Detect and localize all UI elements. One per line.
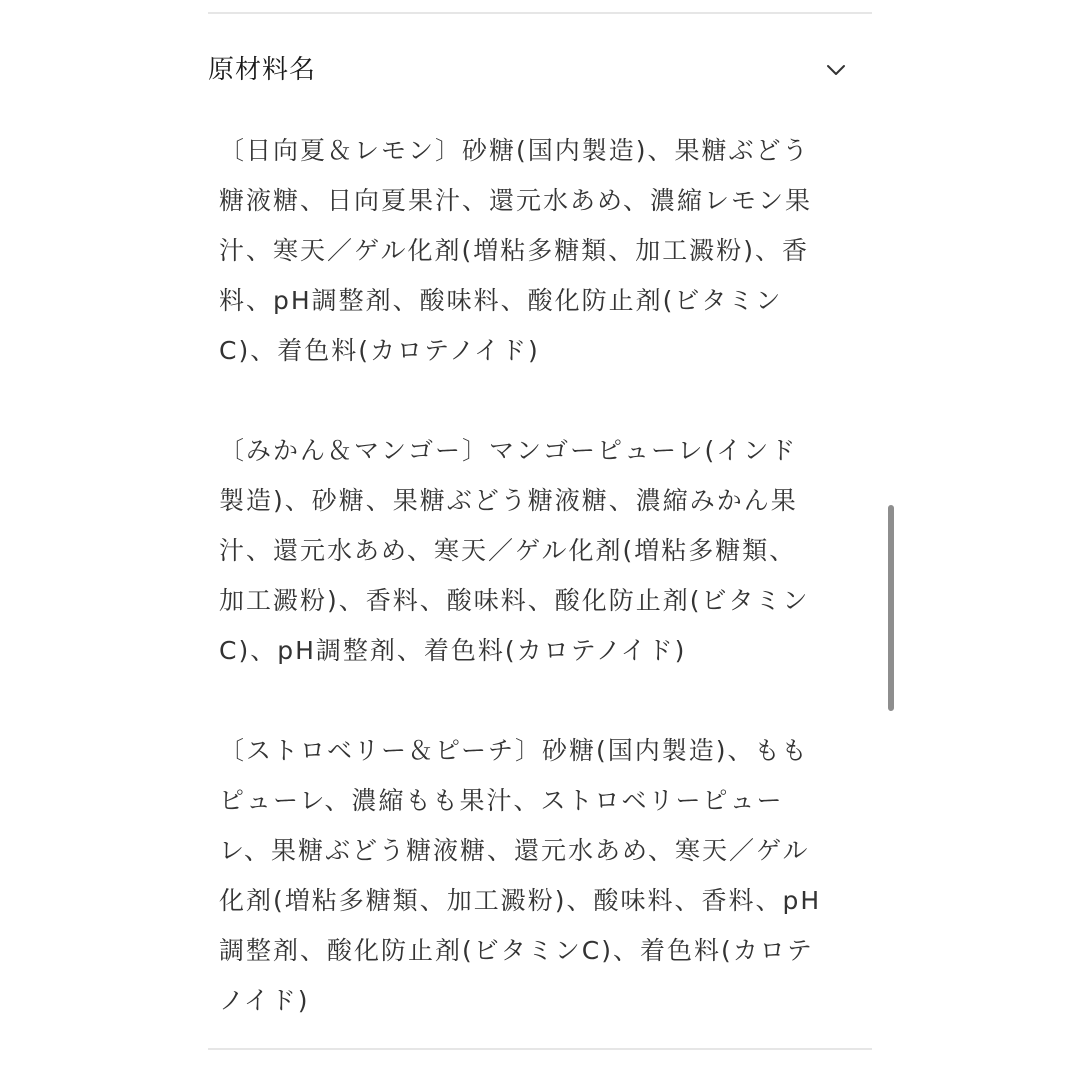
ingredients-accordion-header[interactable] <box>208 44 872 96</box>
ingredients-content <box>219 126 859 1026</box>
section-title: 原材料名 <box>208 55 317 85</box>
divider-bottom <box>208 1048 872 1050</box>
scrollbar-thumb[interactable] <box>888 505 894 711</box>
divider-top <box>208 12 872 14</box>
chevron-down-icon[interactable] <box>824 58 848 82</box>
ingredient-paragraph-mikan-mango: 〔みかん＆マンゴー〕マンゴーピューレ(インド 製造)、砂糖、果糖ぶどう糖液糖、濃縮みかん果 汁、還元水あめ、寒天／ゲル化剤(増粘多糖類、 加工澱粉)、香料、酸味料、酸化防止剤(ビタミン C)、pH調整剤、着色料(カロテノイド) <box>219 436 810 665</box>
ingredient-paragraph-strawberry-peach: 〔ストロベリー＆ピーチ〕砂糖(国内製造)、もも ピューレ、濃縮もも果汁、ストロベリーピュー レ、果糖ぶどう糖液糖、還元水あめ、寒天／ゲル 化剤(増粘多糖類、加工澱粉)、酸味料、香料、pH 調整剤、酸化防止剤(ビタミンC)、着色料(カロテ ノイド) <box>219 736 822 1015</box>
ingredient-paragraph-hyuganatsu-lemon: 〔日向夏＆レモン〕砂糖(国内製造)、果糖ぶどう 糖液糖、日向夏果汁、還元水あめ、濃縮レモン果 汁、寒天／ゲル化剤(増粘多糖類、加工澱粉)、香 料、pH調整剤、酸味料、酸化防止剤(ビタミン C)、着色料(カロテノイド) <box>219 136 813 365</box>
